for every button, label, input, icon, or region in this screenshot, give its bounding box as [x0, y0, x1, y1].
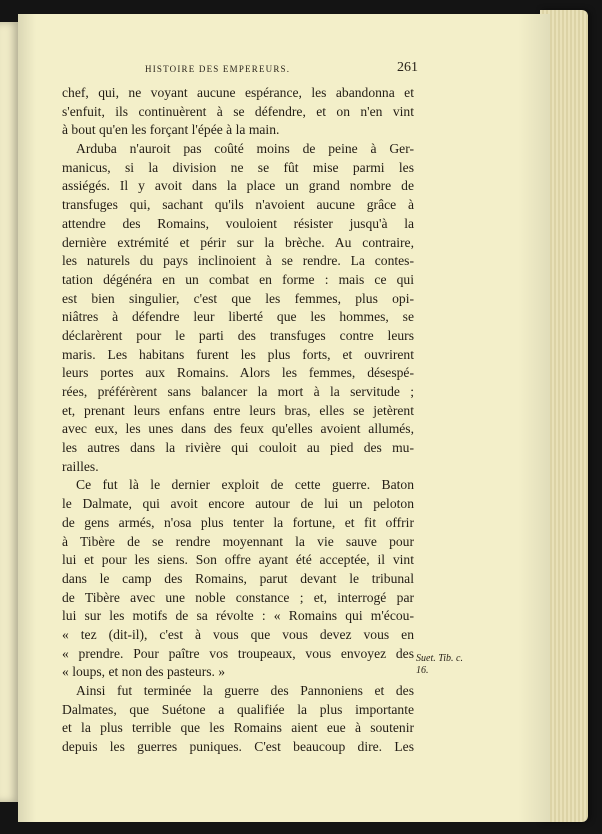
text-line: maris. Les habitans furent les plus forts, et ouvrirent — [62, 346, 414, 362]
text-line: lui et pour les siens. Son offre ayant été acceptée, il vint — [62, 552, 414, 568]
text-line: transfuges qui, sachant qu'ils n'avoient aucune grâce à — [62, 197, 414, 213]
text-line: tation dégénéra en un combat en forme : mais ce qui — [62, 271, 414, 287]
margin-note — [416, 653, 480, 677]
text-line: niâtres à défendre leur liberté que les hommes, se — [62, 309, 414, 325]
running-title: HISTOIRE DES EMPEREURS. — [145, 64, 291, 74]
text-line: déclarèrent pour le parti des transfuges contre leurs — [62, 327, 414, 343]
text-line: « tez (dit-il), c'est à vous que vous devez vous en — [62, 626, 414, 642]
text-line: leurs portes aux Romains. Alors les femmes, désespé- — [62, 365, 414, 381]
text-line: Ce fut là le dernier exploit de cette guerre. Baton — [76, 477, 414, 493]
text-line: à Tibère de se rendre moyennant la vie sauve pour — [62, 533, 414, 549]
text-line: les naturels du pays inclinoient à se rendre. La contes- — [62, 253, 414, 269]
text-line: chef, qui, ne voyant aucune espérance, les abandonna et — [62, 85, 414, 100]
text-line: assiégés. Il y avoit dans la place un grand nombre de — [62, 178, 414, 194]
text-line: dans le camp des Romains, parut devant le tribunal — [62, 570, 414, 586]
margin-note-ref: Suet. Tib. c. — [416, 653, 463, 664]
text-line: est bien singulier, c'est que les femmes, plus opi- — [62, 290, 414, 306]
text-line: « loups, et non des pasteurs. » — [62, 664, 226, 680]
text-line: dernière extrémité et périr sur la brèche. Au contraire, — [62, 234, 414, 250]
text-line: Ainsi fut terminée la guerre des Pannoniens et des — [76, 683, 414, 698]
text-line: à bout qu'en les forçant l'épée à la main. — [62, 122, 280, 138]
body-text — [62, 84, 414, 757]
text-line: les autres dans la rivière qui couloit au pied des mu- — [62, 440, 414, 456]
text-line: attendre des Romains, vouloient résister jusqu'à la — [62, 215, 414, 231]
margin-note-chapter: 16. — [416, 665, 429, 676]
text-line: rées, préférèrent sans balancer la mort à la servitude ; — [62, 384, 414, 399]
text-line: depuis les guerres puniques. C'est beaucoup dire. Les — [62, 739, 414, 755]
text-line: avec eux, les unes dans des feux qu'elles avoient allumés, — [62, 421, 414, 437]
text-line: s'enfuit, ils continuèrent à se défendre, et on n'en vint — [62, 103, 414, 119]
text-line: de gens armés, n'osa plus tenter la fortune, et fit offrir — [62, 514, 414, 530]
text-line: et la plus terrible que les Romains aient eue à soutenir — [62, 720, 414, 736]
text-line: manicus, si la division ne se fût mise parmi les — [62, 159, 414, 175]
text-line: et, prenant leurs enfans entre leurs bras, elles se jetèrent — [62, 402, 414, 418]
text-line: lui sur les motifs de sa révolte : « Romains qui m'écou- — [62, 608, 414, 624]
text-line: Dalmates, que Suétone a qualifiée la plus importante — [62, 701, 414, 717]
text-line: le Dalmate, qui avoit encore autour de lui un peloton — [62, 496, 414, 512]
page-number: 261 — [397, 60, 418, 75]
text-line: railles. — [62, 458, 99, 474]
text-line: Arduba n'auroit pas coûté moins de peine à Ger- — [76, 141, 414, 157]
text-line: de Tibère avec une noble constance ; et, interrogé par — [62, 589, 414, 605]
text-line: « prendre. Pour paître vos troupeaux, vous envoyez des — [62, 645, 414, 661]
